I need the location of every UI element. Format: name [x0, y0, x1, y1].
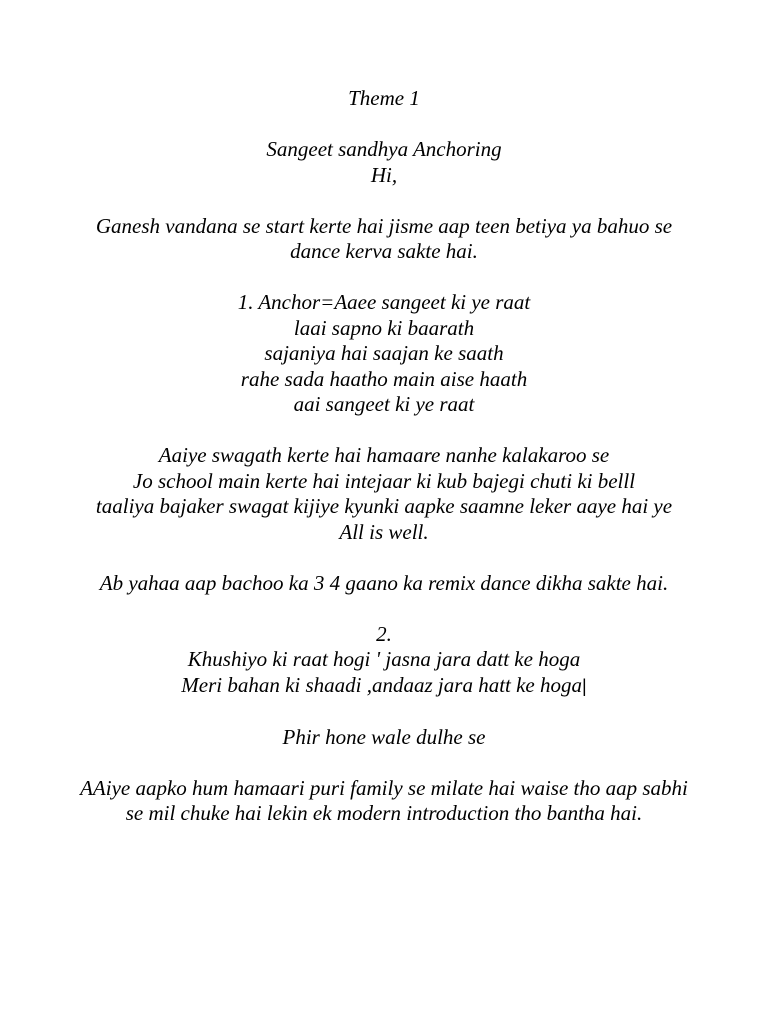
heading-block: [80, 137, 688, 188]
family-intro-block: [80, 776, 688, 827]
intro-block: [80, 214, 688, 265]
text-cursor-mark: |: [582, 675, 587, 696]
greeting: Hi,: [370, 162, 398, 187]
poem-line: laai sapno ki baarath: [293, 315, 475, 340]
welcome-line: All is well.: [339, 519, 429, 544]
poem-line: rahe sada haatho main aise haath: [240, 366, 528, 391]
welcome-line: Jo school main kerte hai intejaar ki kub bajegi chuti ki belll: [132, 468, 636, 493]
welcome-block: [80, 443, 688, 545]
document-title: Theme 1: [348, 86, 420, 110]
section-1-poem: [80, 290, 688, 418]
poem-line: sajaniya hai saajan ke saath: [264, 341, 504, 365]
section-2-number: 2.: [376, 621, 392, 646]
poem-line: 1. Anchor=Aaee sangeet ki ye raat: [237, 290, 531, 314]
section-2-line-text: Meri bahan ki shaadi ,andaaz jara hatt ke hoga: [181, 672, 583, 697]
section-2-line: [80, 673, 688, 700]
welcome-line: Aaiye swagath kerte hai hamaare nanhe kalakaroo se: [158, 443, 610, 467]
welcome-line: taaliya bajaker swagat kijiye kyunki aapke saamne leker aaye hai ye: [95, 494, 673, 518]
section-2-block: [80, 622, 688, 700]
poem-line: aai sangeet ki ye raat: [293, 392, 475, 416]
family-intro: AAiye aapko hum hamaari puri family se milate hai waise tho aap sabhi se mil chuke hai lekin ek modern introduction tho bantha hai.: [80, 775, 688, 825]
section-2-line: Khushiyo ki raat hogi ' jasna jara datt ke hoga: [187, 647, 581, 671]
remix-note: Ab yahaa aap bachoo ka 3 4 gaano ka remix dance dikha sakte hai.: [99, 570, 669, 595]
groom-line: Phir hone wale dulhe se: [282, 724, 486, 749]
title-block: [80, 86, 688, 112]
intro-paragraph: Ganesh vandana se start kerte hai jisme aap teen betiya ya bahuo se dance kerva sakte hai.: [95, 213, 673, 263]
groom-block: [80, 725, 688, 751]
remix-note-block: [80, 571, 688, 597]
document-page: [80, 86, 688, 852]
document-heading: Sangeet sandhya Anchoring: [266, 137, 502, 161]
